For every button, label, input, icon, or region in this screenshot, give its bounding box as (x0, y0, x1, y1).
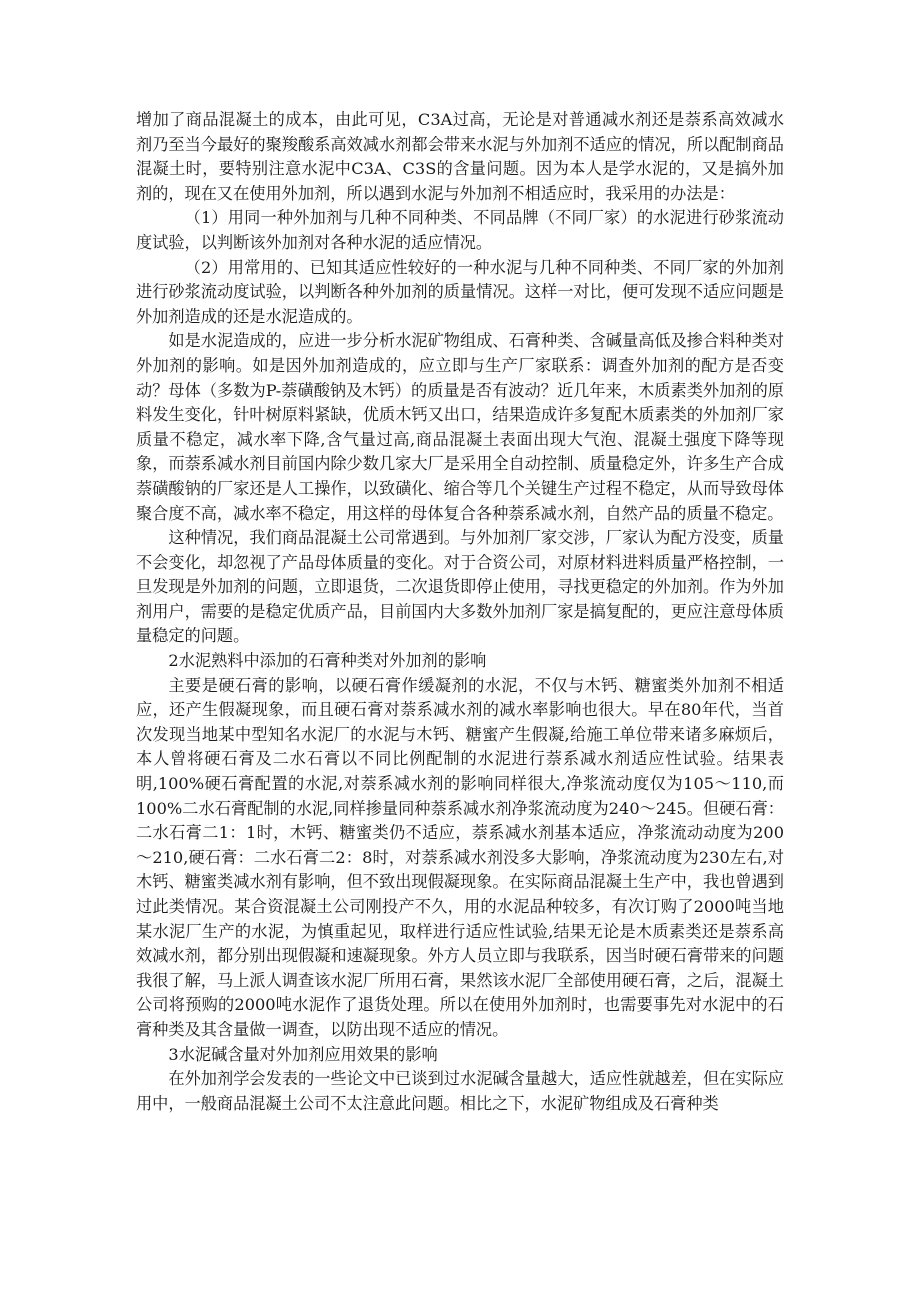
paragraph-cement-cause: 如是水泥造成的，应进一步分析水泥矿物组成、石膏种类、含碱量高低及掺合料种类对外加剂的影响。如是因外加剂造成的，应立即与生产厂家联系：调查外加剂的配方是否变动？母体（多数为P-萘磺酸钠及木钙）的质量是否有波动？近几年来，木质素类外加剂的原料发生变化，针叶树原料紧缺，优质木钙又出口，结果造成许多复配木质素类的外加剂厂家质量不稳定，减水率下降,含气量过高,商品混凝土表面出现大气泡、混凝土强度下降等现象，而萘系减水剂目前国内除少数几家大厂是采用全自动控制、质量稳定外，许多生产合成萘磺酸钠的厂家还是人工操作，以致磺化、缩合等几个关键生产过程不稳定，从而导致母体聚合度不高，减水率不稳定，用这样的母体复合各种萘系减水剂，自然产品的质量不稳定。 (136, 331, 784, 523)
paragraph-company-experience: 这种情况，我们商品混凝土公司常遇到。与外加剂厂家交涉，厂家认为配方没变，质量不会变化，却忽视了产品母体质量的变化。对于合资公司，对原材料进料质量严格控制，一旦发现是外加剂的问题，立即退货，二次退货即停止使用，寻找更稳定的外加剂。作为外加剂用户，需要的是稳定优质产品，目前国内大多数外加剂厂家是搞复配的，更应注意母体质量稳定的问题。 (136, 528, 784, 646)
list-item-2: （2）用常用的、已知其适应性较好的一种水泥与几种不同种类、不同厂家的外加剂进行砂浆流动度试验，以判断各种外加剂的质量情况。这样一对比，便可发现不适应问题是外加剂造成的还是水泥造成的。 (136, 257, 784, 326)
section-2-heading: 2水泥熟料中添加的石膏种类对外加剂的影响 (168, 651, 487, 671)
document-body (136, 108, 784, 1116)
section-2-paragraph: 主要是硬石膏的影响，以硬石膏作缓凝剂的水泥，不仅与木钙、糖蜜类外加剂不相适应，还产生假凝现象，而且硬石膏对萘系减水剂的减水率影响也很大。早在80年代，当首次发现当地某中型知名水泥厂的水泥与木钙、糖蜜产生假凝,给施工单位带来诸多麻烦后，本人曾将硬石膏及二水石膏以不同比例配制的水泥进行萘系减水剂适应性试验。结果表明,100%硬石膏配置的水泥,对萘系减水剂的影响同样很大,净浆流动度仅为105～110,而100%二水石膏配制的水泥,同样掺量同种萘系减水剂净浆流动度为240～245。但硬石膏：二水石膏二1：1时，木钙、糖蜜类仍不适应，萘系减水剂基本适应，净浆流动动度为200～210,硬石膏：二水石膏二2：8时，对萘系减水剂没多大影响，净浆流动度为230左右,对木钙、糖蜜类减水剂有影响，但不致出现假凝现象。在实际商品混凝土生产中，我也曾遇到过此类情况。某合资混凝土公司刚投产不久，用的水泥品种较多，有次订购了2000吨当地某水泥厂生产的水泥，为慎重起见，取样进行适应性试验,结果无论是木质素类还是萘系高效减水剂，都分别出现假凝和速凝现象。外方人员立即与我联系，因当时硬石膏带来的问题我很了解，马上派人调查该水泥厂所用石膏，果然该水泥厂全部使用硬石膏，之后，混凝土公司将预购的2000吨水泥作了退货处理。所以在使用外加剂时，也需要事先对水泥中的石膏种类及其含量做一调查，以防出现不适应的情况。 (136, 675, 784, 1039)
section-3-paragraph: 在外加剂学会发表的一些论文中已谈到过水泥碱含量越大，适应性就越差，但在实际应用中，一般商品混凝土公司不太注意此问题。相比之下，水泥矿物组成及石膏种类 (136, 1069, 784, 1113)
list-item-1: （1）用同一种外加剂与几种不同种类、不同品牌（不同厂家）的水泥进行砂浆流动度试验，以判断该外加剂对各种水泥的适应情况。 (136, 208, 784, 252)
paragraph-intro: 增加了商品混凝土的成本，由此可见，C3A过高，无论是对普通减水剂还是萘系高效减水剂乃至当今最好的聚羧酸系高效减水剂都会带来水泥与外加剂不适应的情况，所以配制商品混凝土时，要特别注意水泥中C3A、C3S的含量问题。因为本人是学水泥的，又是搞外加剂的，现在又在使用外加剂，所以遇到水泥与外加剂不相适应时，我采用的办法是： (136, 110, 784, 203)
section-3-heading: 3水泥碱含量对外加剂应用效果的影响 (168, 1044, 438, 1064)
